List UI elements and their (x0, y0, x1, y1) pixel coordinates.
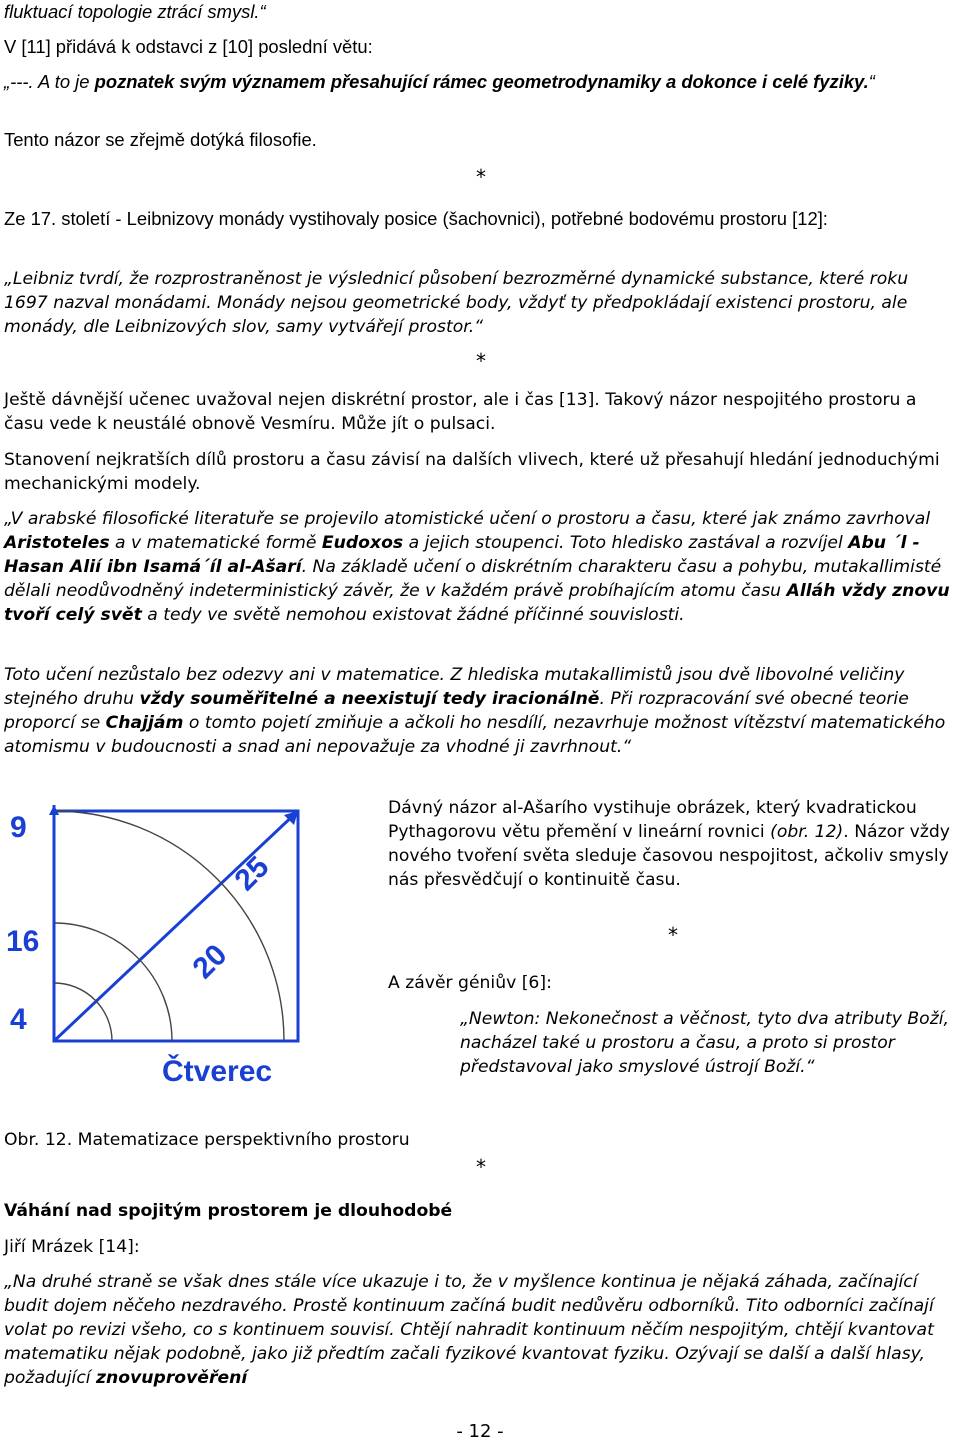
quote-mathematics (4, 663, 956, 759)
paragraph-discrete-time-text: Ještě dávnější učenec uvažoval nejen diskrétní prostor, ale i čas [13]. Takový názor nespojitého prostoru a času vede k neustálé obnově Vesmíru. Může jít o pulsaci. (4, 390, 917, 434)
quote-arabic-e: a jejich stoupenci. Toto hledisko zastával a rozvíjel (403, 533, 849, 553)
quote-arabic-g: . Na základě učení o diskrétním charakteru času a pohybu, mutakallimisté dělali neodůvodněný indeterministický závěr, že v každém právě probíhajícím atomu času (4, 557, 942, 601)
paragraph-asari-a: Dávný názor al-Ašarího vystihuje obrázek, který kvadratickou Pythagorovu větu přemění v lineární rovnici (388, 798, 917, 842)
quote-newton (460, 1007, 950, 1079)
square-diagram (4, 793, 374, 1103)
asterisk-separator-icon: * (476, 165, 486, 189)
quote-newton-text: „Newton: Nekonečnost a věčnost, tyto dva atributy Boží, nacházel také u prostoru a času, a proto si prostor představoval jako smyslové ústrojí Boží.“ (460, 1009, 949, 1077)
quote-mathematics-a: Toto učení nezůstalo bez odezvy ani v matematice. Z hlediska mutakallimistů jsou dvě libovolné veličiny stejného druhu (4, 665, 905, 709)
quote-mathematics-chajjam: Chajjám (105, 713, 184, 733)
section-heading (4, 1199, 956, 1223)
quote-leibniz-text: „Leibniz tvrdí, že rozprostraněnost je výslednicí působení bezrozměrné dynamické substance, které roku 1697 nazval monádami. Monády nejsou geometrické body, vždyť ty předpokládají existenci prostoru, ale monády, dle Leibnizových slov, samy vytvářejí prostor.“ (4, 269, 909, 337)
quote-arabic-eudoxos: Eudoxos (321, 533, 404, 553)
quote-mrazek-a: „Na druhé straně se však dnes stále více ukazuje i to, že v myšlence kontinua je nějaká záhada, začínající budit dojem něčeho nezdravého. Prostě kontinuum začíná budit nedůvěru odborníků. Tito odborníci začínají volat po revizi všeho, co s kontinuem souvisí. Chtějí nahradit kontinuum něčím nespojitým, chtějí kvantovat matematiku nějak podobně, jako již předtím začali fyzikové kvantovat fyziku. Ozývají se další a další hlasy, požadující (4, 1272, 934, 1388)
paragraph-genius-text: A závěr géniův [6]: (388, 973, 552, 993)
paragraph-discrete-time (4, 388, 956, 436)
label-ctverec: Čtverec (162, 1055, 273, 1088)
paragraph-4-text: Tento názor se zřejmě dotýká filosofie. (4, 129, 317, 150)
paragraph-1 (4, 0, 956, 24)
label-16: 16 (6, 925, 40, 958)
paragraph-1-text: fluktuací topologie ztrácí smysl.“ (4, 1, 266, 22)
quote-wheeler-c: “ (868, 71, 875, 92)
asterisk-separator-icon: * (668, 923, 678, 947)
page-number-text: - 12 - (456, 1421, 504, 1442)
quote-arabic-allah: Alláh vždy znovu tvoří celý svět (4, 581, 950, 625)
quote-wheeler (4, 70, 956, 94)
paragraph-genius (388, 971, 960, 995)
quote-wheeler-bold: poznatek svým významem přesahující rámec geometrodynamiky a dokonce i celé fyziky. (94, 71, 869, 92)
quote-mathematics-c: . Při rozpracování své obecné teorie proporcí se (4, 689, 909, 733)
quote-mathematics-e: o tomto pojetí zmiňuje a ačkoli ho nesdílí, nezavrhuje možnost vítězství matematického atomismu v budoucnosti a snad ani nepovažuje za vhodné ji zavrhnout.“ (4, 713, 946, 757)
paragraph-leibniz (4, 207, 956, 231)
page-number (0, 1420, 960, 1444)
asterisk-separator-icon: * (476, 349, 486, 373)
quote-arabic-aristoteles: Aristoteles (4, 533, 110, 553)
figure-caption-text: Obr. 12. Matematizace perspektivního prostoru (4, 1130, 410, 1151)
quote-arabic-c: a v matematické formě (109, 533, 322, 553)
section-heading-text: Váhání nad spojitým prostorem je dlouhodobé (4, 1201, 453, 1221)
label-25: 25 (228, 850, 276, 898)
paragraph-shortest-parts-text: Stanovení nejkratších dílů prostoru a času závisí na dalších vlivech, které už přesahují hledání jednoduchými mechanickými modely. (4, 450, 940, 494)
quote-wheeler-a: „---. A to je (4, 71, 95, 92)
quote-arabic-asari: Abu ´l - Hasan Alií ibn Isamá´íl al-Ašarí (4, 533, 920, 577)
paragraph-mrazek-text: Jiří Mrázek [14]: (4, 1237, 140, 1257)
label-20: 20 (186, 938, 234, 986)
label-4: 4 (10, 1003, 27, 1036)
paragraph-2-text: V [11] přidává k odstavci z [10] poslední větu: (4, 36, 373, 57)
paragraph-leibniz-text: Ze 17. století - Leibnizovy monády vystihovaly posice (šachovnici), potřebné bodovému prostoru [12]: (4, 208, 828, 229)
paragraph-shortest-parts (4, 448, 956, 496)
quote-mrazek (4, 1270, 956, 1390)
label-9: 9 (10, 811, 27, 844)
paragraph-4 (4, 128, 956, 152)
quote-arabic (4, 507, 956, 627)
quote-leibniz (4, 267, 956, 339)
figure-caption (4, 1128, 410, 1152)
paragraph-asari-ref: (obr. 12) (770, 822, 844, 842)
paragraph-mrazek (4, 1235, 956, 1259)
paragraph-2 (4, 35, 956, 59)
quote-mrazek-bold: znovuprověření (96, 1368, 248, 1388)
asterisk-separator-icon: * (476, 1155, 486, 1179)
paragraph-asari-c: . Názor vždy nového tvoření světa sleduje časovou nespojitost, ačkoliv smysly nás přesvědčují o kontinuitě času. (388, 822, 950, 890)
quote-mathematics-bold-1: vždy souměřitelné a neexistují tedy iracionálně (139, 689, 600, 709)
quote-arabic-i: a tedy ve světě nemohou existovat žádné příčinné souvislosti. (141, 605, 685, 625)
paragraph-asari (388, 796, 960, 892)
quote-arabic-a: „V arabské filosofické literatuře se projevilo atomistické učení o prostoru a času, které jak známo zavrhoval (4, 509, 931, 529)
